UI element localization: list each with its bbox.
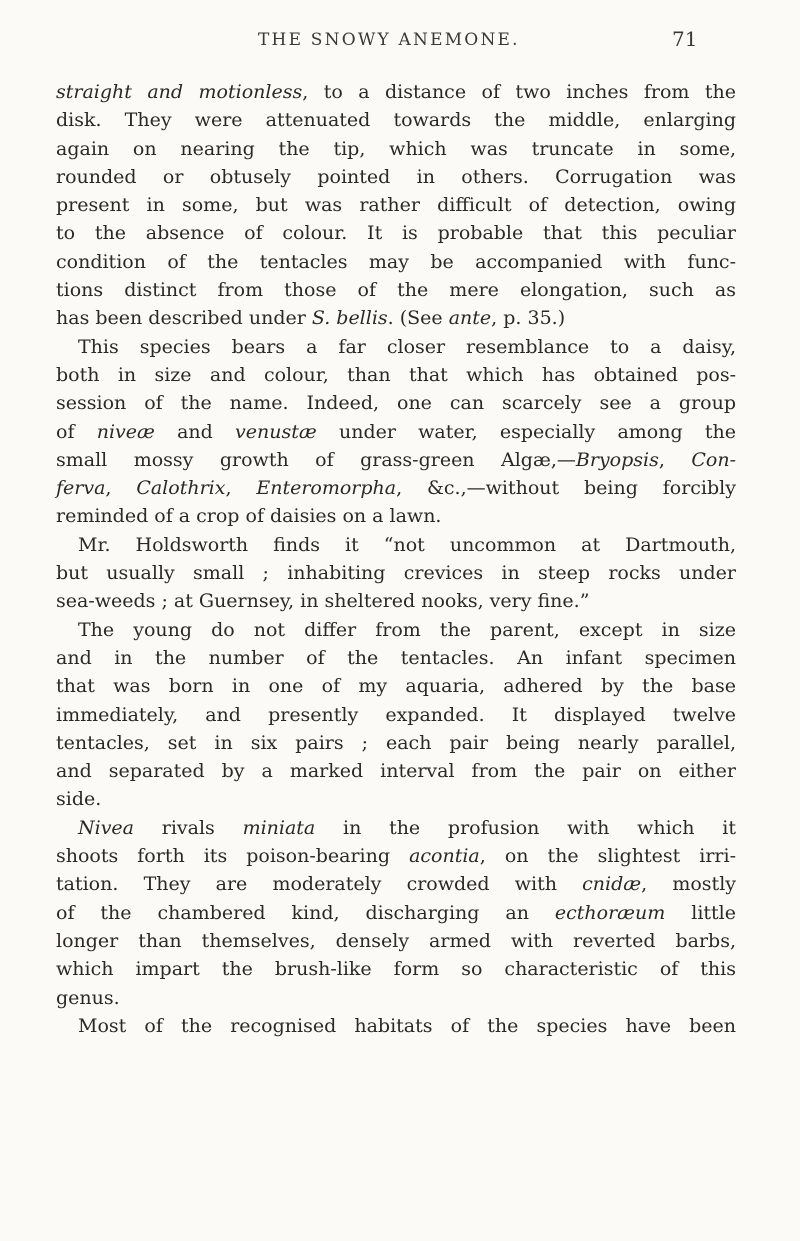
text-line: of niveæ and venustæ under water, especially among the <box>56 420 736 443</box>
text-line: rounded or obtusely pointed in others. Corrugation was <box>56 165 736 188</box>
text-line: has been described under S. bellis. (See ante, p. 35.) <box>56 307 566 330</box>
text-line: shoots forth its poison-bearing acontia, on the slightest irri- <box>56 845 736 868</box>
text-line: disk. They were attenuated towards the middle, enlarging <box>56 109 736 132</box>
text-line: condition of the tentacles may be accompanied with func- <box>56 250 736 273</box>
text-line: Most of the recognised habitats of the species have been <box>78 1014 736 1037</box>
text-line: Nivea rivals miniata in the profusion with which it <box>78 816 736 839</box>
running-title: THE SNOWY ANEMONE. <box>258 30 520 50</box>
text-line: session of the name. Indeed, one can scarcely see a group <box>56 392 736 415</box>
text-line: tions distinct from those of the mere elongation, such as <box>56 279 736 302</box>
text-line: which impart the brush-like form so characteristic of this <box>56 958 736 981</box>
text-line: immediately, and presently expanded. It displayed twelve <box>56 703 736 726</box>
text-line: sea-weeds ; at Guernsey, in sheltered nooks, very fine.” <box>56 590 590 613</box>
text-line: of the chambered kind, discharging an ecthoræum little <box>56 901 736 924</box>
text-line: ferva, Calothrix, Enteromorpha, &c.,—without being forcibly <box>56 477 736 500</box>
text-line: reminded of a crop of daisies on a lawn. <box>56 505 442 528</box>
page-number: 71 <box>672 27 698 51</box>
text-line: The young do not differ from the parent, except in size <box>78 618 736 641</box>
text-line: straight and motionless, to a distance of two inches from the <box>56 81 736 103</box>
text-line: tation. They are moderately crowded with cnidæ, mostly <box>56 873 737 896</box>
text-line: This species bears a far closer resemblance to a daisy, <box>78 335 736 358</box>
text-line: again on nearing the tip, which was truncate in some, <box>56 137 736 160</box>
body-text <box>56 78 736 1040</box>
text-line: and separated by a marked interval from the pair on either <box>56 760 736 783</box>
running-head <box>0 27 800 56</box>
text-line: present in some, but was rather difficult of detection, owing <box>56 194 736 217</box>
text-line: genus. <box>56 986 120 1009</box>
text-line: to the absence of colour. It is probable that this peculiar <box>56 222 736 245</box>
text-line: small mossy growth of grass-green Algæ,—Bryopsis, Con- <box>56 448 736 471</box>
text-line: Mr. Holdsworth finds it “not uncommon at Dartmouth, <box>78 533 736 556</box>
text-line: side. <box>56 788 102 811</box>
text-line: that was born in one of my aquaria, adhered by the base <box>56 675 736 698</box>
text-line: both in size and colour, than that which has obtained pos- <box>56 363 736 386</box>
text-line: tentacles, set in six pairs ; each pair being nearly parallel, <box>56 731 736 754</box>
text-line: and in the number of the tentacles. An infant specimen <box>56 646 736 669</box>
text-line: but usually small ; inhabiting crevices in steep rocks under <box>56 562 736 585</box>
text-line: longer than themselves, densely armed with reverted barbs, <box>56 929 736 952</box>
